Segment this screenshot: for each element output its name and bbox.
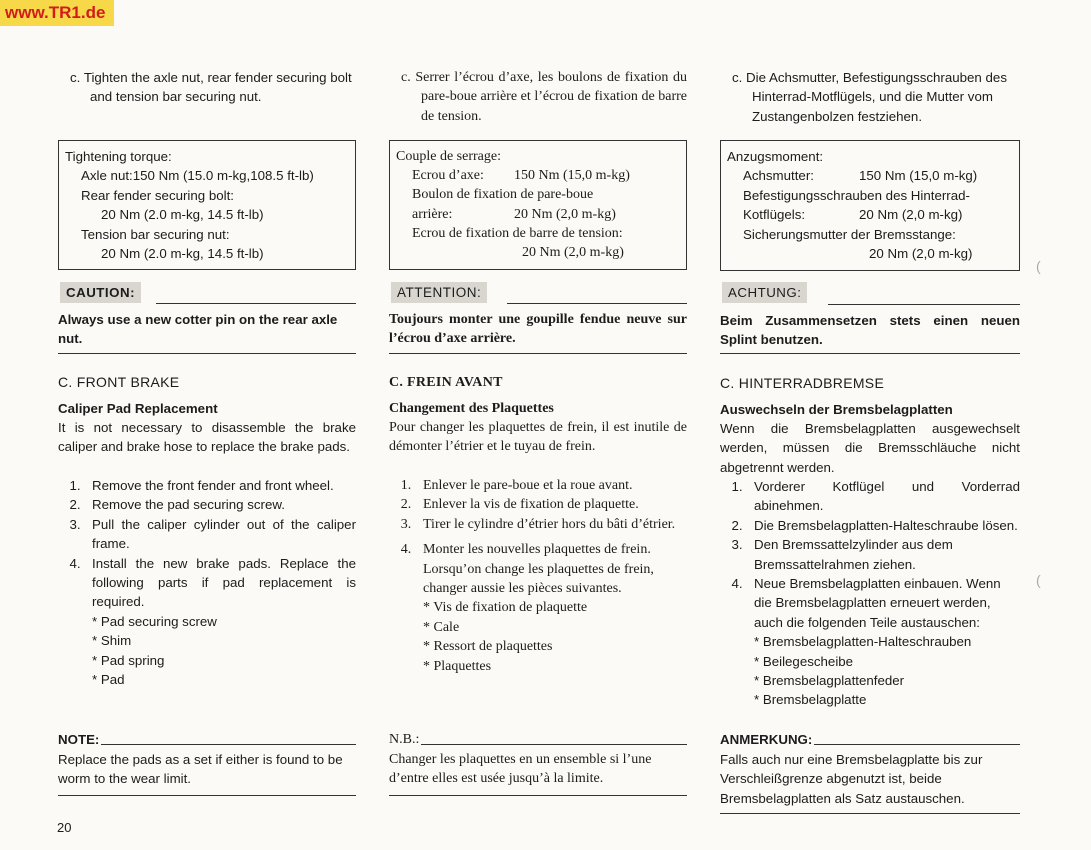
part-item: * Plaquettes <box>423 658 492 674</box>
step-text: Pull the caliper cylinder out of the caliper frame. <box>92 516 356 552</box>
axle-nut-label: Ecrou d’axe: <box>412 168 484 184</box>
list-item <box>389 476 687 495</box>
part-item: * Shim <box>92 633 132 649</box>
intro-text: It is not necessary to disassemble the brake caliper and brake hose to replace the brake pads. <box>58 420 356 455</box>
part-item: * Pad securing screw <box>92 613 217 629</box>
fender-bolt-torque: 20 Nm (2.0 m-kg, 14.5 ft-lb) <box>101 207 264 223</box>
step-c-letter: c. <box>401 70 411 85</box>
step-number: 2. <box>731 517 743 533</box>
torque-box <box>720 140 1020 271</box>
list-item <box>58 476 356 495</box>
step-number: 3. <box>731 537 743 553</box>
list-item <box>389 515 687 534</box>
fender-bolt-torque <box>727 205 1013 224</box>
axle-nut-label: Achsmutter: <box>743 168 814 184</box>
step-text: Remove the pad securing screw. <box>92 497 285 513</box>
note-heading <box>389 730 687 749</box>
step-number: 3. <box>69 516 81 532</box>
list-item <box>389 540 687 598</box>
tension-nut-label: Sicherungsmutter der Bremsstange: <box>743 226 956 242</box>
section-title: C. FREIN AVANT <box>389 375 503 390</box>
note-heading <box>720 730 1020 749</box>
torque-box <box>389 140 687 270</box>
note-line <box>101 744 356 745</box>
paper-speck: ( <box>1036 258 1041 274</box>
step-text: Neue Bremsbelagplatten einbauen. Wenn die Bremsbelagplatten erneuert werden, auch die folgenden Teile austauschen: <box>754 576 1001 630</box>
list-item <box>58 495 356 514</box>
axle-nut-torque: Axle nut:150 Nm (15.0 m-kg,108.5 ft-lb) <box>81 168 314 184</box>
step-text: Enlever le pare-boue et la roue avant. <box>423 478 633 493</box>
caution-rule <box>720 353 1020 354</box>
section-title: C. FRONT BRAKE <box>58 374 180 390</box>
step-number: 4. <box>400 542 412 558</box>
note-text: Replace the pads as a set if either is found to be worm to the wear limit. <box>58 752 343 787</box>
fender-bolt-value: 20 Nm (2,0 m-kg) <box>859 207 963 223</box>
fender-bolt-label-2: arrière: <box>412 206 453 222</box>
note-heading <box>58 730 356 749</box>
intro-text: Wenn die Bremsbelagplatten ausgewechselt werden, müssen die Bremsschläuche nicht abgetrennt werden. <box>720 421 1020 475</box>
axle-nut-value: 150 Nm (15,0 m-kg) <box>859 168 978 184</box>
torque-title: Tightening torque: <box>65 149 172 164</box>
caution-label: CAUTION: <box>60 282 141 303</box>
step-number: 1. <box>731 479 743 494</box>
parts-list <box>720 632 1020 710</box>
steps-list <box>58 476 356 689</box>
list-item <box>720 535 1020 574</box>
parts-list <box>389 598 687 676</box>
intro-text: Pour changer les plaquettes de frein, il est inutile de démonter l’étrier et le tuyau de frein. <box>389 420 687 455</box>
site-watermark: www.TR1.de <box>0 0 114 26</box>
axle-nut-torque <box>396 166 680 185</box>
tension-nut-torque: 20 Nm (2,0 m-kg) <box>522 245 624 261</box>
step-number: 2. <box>400 497 412 513</box>
tension-nut-torque: 20 Nm (2,0 m-kg) <box>869 246 973 262</box>
caution-line <box>156 303 356 304</box>
torque-title: Anzugsmoment: <box>727 149 824 164</box>
list-item <box>58 554 356 612</box>
step-c <box>720 68 1020 126</box>
step-text: Enlever la vis de fixation de plaquette. <box>423 497 639 513</box>
step-text: Monter les nouvelles plaquettes de frein. Lorsqu’on change les plaquettes de frein, changer aussie les pièces suivantes. <box>423 542 654 597</box>
caution-text: Beim Zusammensetzen stets einen neuen Splint benutzen. <box>720 313 1020 348</box>
step-c <box>389 68 687 126</box>
part-item: * Bremsbelagplatte <box>754 692 867 708</box>
step-text: Vorderer Kotflügel und Vorderrad abinehmen. <box>754 479 1020 514</box>
caution-rule <box>389 353 687 354</box>
note-label: ANMERKUNG: <box>720 732 813 747</box>
list-item <box>389 495 687 514</box>
steps-list <box>389 476 687 676</box>
step-text: Install the new brake pads. Replace the following parts if pad replacement is required. <box>92 555 356 610</box>
fender-bolt-value: 20 Nm (2,0 m-kg) <box>514 206 616 222</box>
step-c-letter: c. <box>732 70 743 85</box>
step-text: Remove the front fender and front wheel. <box>92 478 334 493</box>
part-item: * Beilegescheibe <box>754 653 854 669</box>
part-item: * Pad <box>92 672 125 688</box>
tension-nut-torque: 20 Nm (2.0 m-kg, 14.5 ft-lb) <box>101 246 264 262</box>
step-number: 4. <box>731 576 743 592</box>
note-label: N.B.: <box>389 732 420 747</box>
caution-text: Toujours monter une goupille fendue neuve sur l’écrou d’axe arrière. <box>389 312 687 347</box>
step-number: 1. <box>400 478 412 493</box>
step-text: Tirer le cylindre d’étrier hors du bâti d’étrier. <box>423 516 676 532</box>
torque-title: Couple de serrage: <box>396 149 501 164</box>
part-item: * Pad spring <box>92 652 165 668</box>
list-item <box>720 516 1020 535</box>
fender-bolt-torque <box>396 205 680 224</box>
part-item: * Bremsbelagplatten-Halteschrauben <box>754 634 972 650</box>
fender-bolt-label: Befestigungsschrauben des Hinterrad- <box>743 187 970 203</box>
note-text: Falls auch nur eine Bremsbelagplatte bis zur Verschleißgrenze abgenutzt ist, beide Bremsbelagplatten als Satz austauschen. <box>720 752 983 806</box>
axle-nut-value: 150 Nm (15,0 m-kg) <box>514 168 630 184</box>
axle-nut-torque <box>727 166 1013 185</box>
note-line <box>814 744 1020 745</box>
part-item: * Ressort de plaquettes <box>423 639 553 655</box>
step-number: 4. <box>69 555 81 571</box>
subsection-title: Auswechseln der Bremsbelagplatten <box>720 402 953 417</box>
fender-bolt-label: Rear fender securing bolt: <box>81 187 234 203</box>
step-text: Die Bremsbelagplatten-Halteschraube lösen. <box>754 517 1018 533</box>
caution-label: ACHTUNG: <box>722 282 807 303</box>
caution-text: Always use a new cotter pin on the rear axle nut. <box>58 312 338 347</box>
step-number: 1. <box>69 478 81 493</box>
note-rule <box>58 795 356 796</box>
list-item <box>58 515 356 554</box>
caution-line <box>507 303 687 304</box>
caution-line <box>828 304 1020 305</box>
step-number: 2. <box>69 497 81 513</box>
step-c-letter: c. <box>70 70 81 85</box>
section-title: C. HINTERRADBREMSE <box>720 375 885 391</box>
note-rule <box>389 795 687 796</box>
torque-box <box>58 140 356 270</box>
subsection-title: Caliper Pad Replacement <box>58 401 218 416</box>
caution-rule <box>58 353 356 354</box>
step-c-text: Tighten the axle nut, rear fender securing bolt and tension bar securing nut. <box>83 70 352 105</box>
step-text: Den Bremssattelzylinder aus dem Bremssattelrahmen ziehen. <box>754 537 953 572</box>
fender-bolt-label: Boulon de fixation de pare-boue <box>412 187 594 203</box>
step-c-text: Serrer l’écrou d’axe, les boulons de fixation du pare-boue arrière et l’écrou de fixation de barre de tension. <box>415 70 687 124</box>
part-item: * Vis de fixation de plaquette <box>423 600 588 616</box>
part-item: * Bremsbelagplattenfeder <box>754 673 905 689</box>
step-number: 3. <box>400 516 412 532</box>
parts-list <box>58 612 356 690</box>
tension-nut-label: Ecrou de fixation de barre de tension: <box>412 225 623 241</box>
step-c-text: Die Achsmutter, Befestigungsschrauben des Hinterrad-Motflügels, und die Mutter vom Zustangenbolzen festziehen. <box>746 70 1007 124</box>
note-rule <box>720 813 1020 814</box>
list-item <box>720 477 1020 516</box>
part-item: * Cale <box>423 619 460 635</box>
note-line <box>421 744 687 745</box>
list-item <box>720 574 1020 632</box>
note-label: NOTE: <box>58 732 100 747</box>
tension-nut-label: Tension bar securing nut: <box>81 226 230 242</box>
steps-list <box>720 477 1020 710</box>
page-number: 20 <box>57 820 72 835</box>
step-c <box>58 68 356 107</box>
paper-speck: ( <box>1036 572 1041 588</box>
subsection-title: Changement des Plaquettes <box>389 401 554 416</box>
fender-bolt-label-2: Kotflügels: <box>743 207 806 223</box>
caution-label: ATTENTION: <box>391 282 487 303</box>
note-text: Changer les plaquettes en un ensemble si l’une d’entre elles est usée jusqu’à la limite. <box>389 752 652 787</box>
